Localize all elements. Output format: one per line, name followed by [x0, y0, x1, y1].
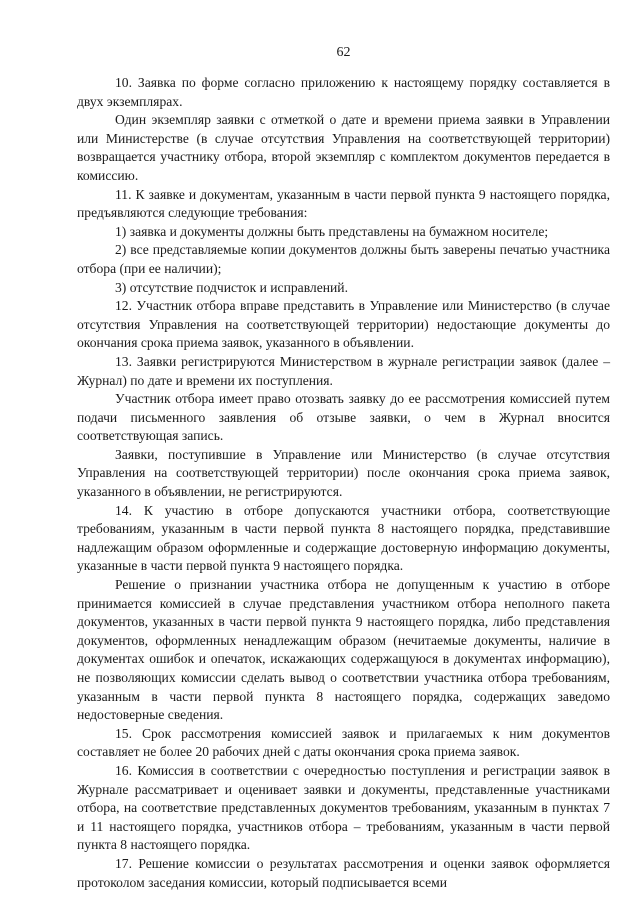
- paragraph: 2) все представляемые копии документов должны быть заверены печатью участника отбора (при ее наличии);: [77, 242, 610, 276]
- paragraph: 3) отсутствие подчисток и исправлений.: [115, 279, 348, 295]
- page-number: 62: [336, 45, 351, 60]
- paragraph: Участник отбора имеет право отозвать заявку до ее рассмотрения комиссией путем подачи письменного заявления об отзыве заявки, о чем в Журнал вносится соответствующая запись.: [77, 391, 610, 444]
- paragraph: 17. Решение комиссии о результатах рассмотрения и оценки заявок оформляется протоколом заседания комиссии, который подписывается всеми: [77, 855, 610, 890]
- paragraph: 11. К заявке и документам, указанным в части первой пункта 9 настоящего порядка, предъявляются следующие требования:: [77, 186, 610, 221]
- paragraph: 14. К участию в отборе допускаются участники отбора, соответствующие требованиям, указанным в части первой пункта 8 настоящего порядка, представившие надлежащим образом оформленные и содержащие достоверную информацию документы, указанные в части первой пункта 9 настоящего порядка.: [77, 502, 610, 574]
- paragraph: 1) заявка и документы должны быть представлены на бумажном носителе;: [115, 223, 549, 239]
- paragraph: 10. Заявка по форме согласно приложению к настоящему порядку составляется в двух экземплярах.: [77, 75, 610, 109]
- paragraph: 12. Участник отбора вправе представить в Управление или Министерство (в случае отсутствия Управления на соответствующей территории) недостающие документы до окончания срока приема заявок, указанного в объявлении.: [77, 298, 610, 351]
- paragraph: Заявки, поступившие в Управление или Министерство (в случае отсутствия Управления на соответствующей территории) после окончания срока приема заявок, указанного в объявлении, не регистрируются.: [77, 446, 610, 500]
- paragraph: Решение о признании участника отбора не допущенным к участию в отборе принимается комиссией в случае представления участником отбора неполного пакета документов, указанных в части первой пункта 9 настоящего порядка, либо представления документов, оформленных ненадлежащим образом (нечитаемые документы, наличие в документах ошибок и опечаток, искажающих содержащуюся в документах информацию), не позволяющих комиссии сделать вывод о соответствии участника отбора требованиям, указанным в части первой пункта 8 настоящего порядка, содержащих заведомо недостоверные сведения.: [77, 577, 610, 723]
- paragraph: 13. Заявки регистрируются Министерством в журнале регистрации заявок (далее – Журнал) по дате и времени их поступления.: [77, 353, 610, 388]
- paragraph: Один экземпляр заявки с отметкой о дате и времени приема заявки в Управлении или Министерстве (в случае отсутствия Управления на соответствующей территории) возвращается участнику отбора, второй экземпляр с комплектом документов передается в комиссию.: [77, 112, 610, 183]
- paragraph: 15. Срок рассмотрения комиссией заявок и прилагаемых к ним документов составляет не более 20 рабочих дней с даты окончания срока приема заявок.: [77, 725, 610, 760]
- document-body: [77, 74, 610, 892]
- paragraph: 16. Комиссия в соответствии с очередностью поступления и регистрации заявок в Журнале рассматривает и оценивает заявки и документы, представленные участниками отбора, на соответствие представленных документов требованиям, указанным в пунктах 7 и 11 настоящего порядка, участников отбора – требованиям, указанным в части первой пункта 8 настоящего порядка.: [77, 762, 610, 853]
